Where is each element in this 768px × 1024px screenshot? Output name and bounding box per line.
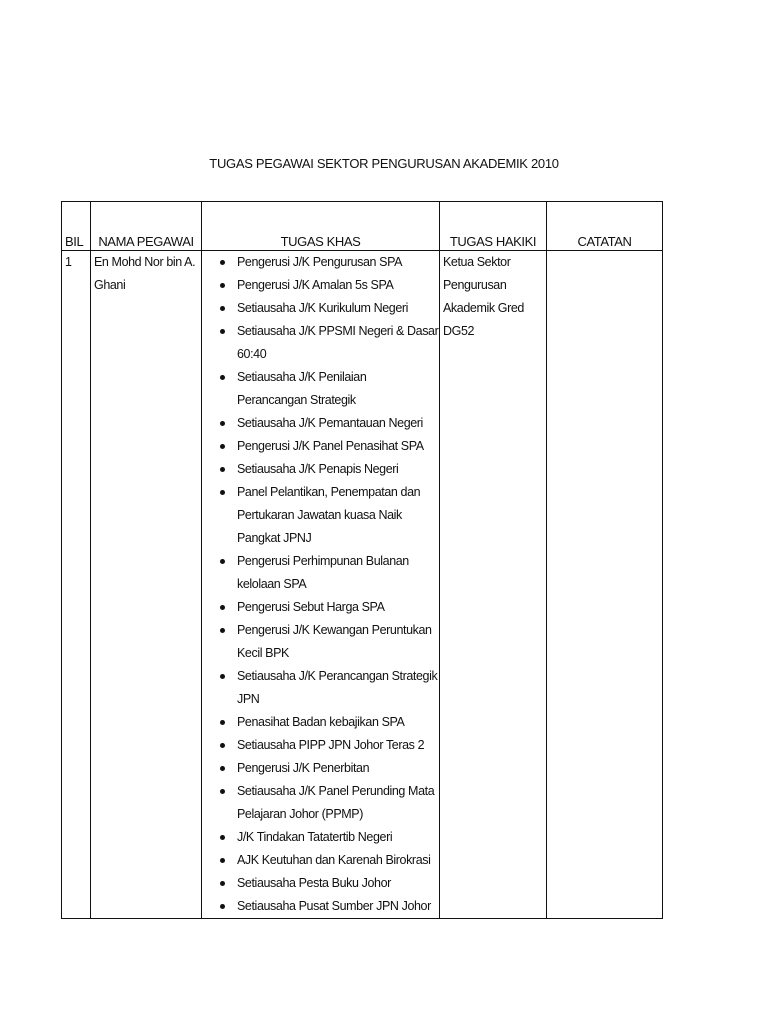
cell-catatan	[547, 251, 663, 919]
tugas-khas-item: Setiausaha Pusat Sumber JPN Johor	[220, 895, 439, 918]
tugas-khas-item: Setiausaha J/K Panel Perunding Mata Pelajaran Johor (PPMP)	[220, 780, 439, 826]
tugas-khas-item: Pengerusi J/K Amalan 5s SPA	[220, 274, 439, 297]
tugas-khas-item: Pengerusi J/K Kewangan Peruntukan Kecil BPK	[220, 619, 439, 665]
tugas-khas-item: Setiausaha J/K Perancangan Strategik JPN	[220, 665, 439, 711]
tugas-khas-item: AJK Keutuhan dan Karenah Birokrasi	[220, 849, 439, 872]
tugas-khas-item: Pengerusi Sebut Harga SPA	[220, 596, 439, 619]
tugas-khas-item: Penasihat Badan kebajikan SPA	[220, 711, 439, 734]
header-bil: BIL	[62, 202, 91, 251]
header-tugas-hakiki: TUGAS HAKIKI	[440, 202, 547, 251]
tugas-khas-item: Pengerusi J/K Penerbitan	[220, 757, 439, 780]
tugas-khas-item: Pengerusi Perhimpunan Bulanan kelolaan SPA	[220, 550, 439, 596]
tugas-khas-item: Setiausaha Pesta Buku Johor	[220, 872, 439, 895]
table-header-row	[62, 202, 663, 251]
tugas-khas-item: J/K Tindakan Tatatertib Negeri	[220, 826, 439, 849]
cell-tugas-khas	[202, 251, 440, 919]
tugas-khas-item: Setiausaha J/K Penapis Negeri	[220, 458, 439, 481]
tugas-khas-item: Setiausaha PIPP JPN Johor Teras 2	[220, 734, 439, 757]
header-nama-pegawai: NAMA PEGAWAI	[91, 202, 202, 251]
tugas-khas-item: Setiausaha J/K Pemantauan Negeri	[220, 412, 439, 435]
document-title: TUGAS PEGAWAI SEKTOR PENGURUSAN AKADEMIK 2010	[209, 156, 559, 171]
tugas-khas-item: Pengerusi J/K Pengurusan SPA	[220, 251, 439, 274]
tugas-khas-item: Panel Pelantikan, Penempatan dan Pertukaran Jawatan kuasa Naik Pangkat JPNJ	[220, 481, 439, 550]
tugas-khas-item: Setiausaha J/K PPSMI Negeri & Dasar 60:40	[220, 320, 439, 366]
tugas-khas-item: Setiausaha J/K Penilaian Perancangan Strategik	[220, 366, 439, 412]
header-catatan: CATATAN	[547, 202, 663, 251]
cell-nama-pegawai: En Mohd Nor bin A. Ghani	[91, 251, 202, 919]
table-row	[62, 251, 663, 919]
duties-table	[61, 201, 663, 919]
cell-tugas-hakiki: Ketua Sektor Pengurusan Akademik Gred DG52	[440, 251, 547, 919]
tugas-khas-list	[202, 251, 439, 918]
tugas-khas-item: Pengerusi J/K Panel Penasihat SPA	[220, 435, 439, 458]
tugas-khas-item: Setiausaha J/K Kurikulum Negeri	[220, 297, 439, 320]
header-tugas-khas: TUGAS KHAS	[202, 202, 440, 251]
cell-bil: 1	[62, 251, 91, 919]
